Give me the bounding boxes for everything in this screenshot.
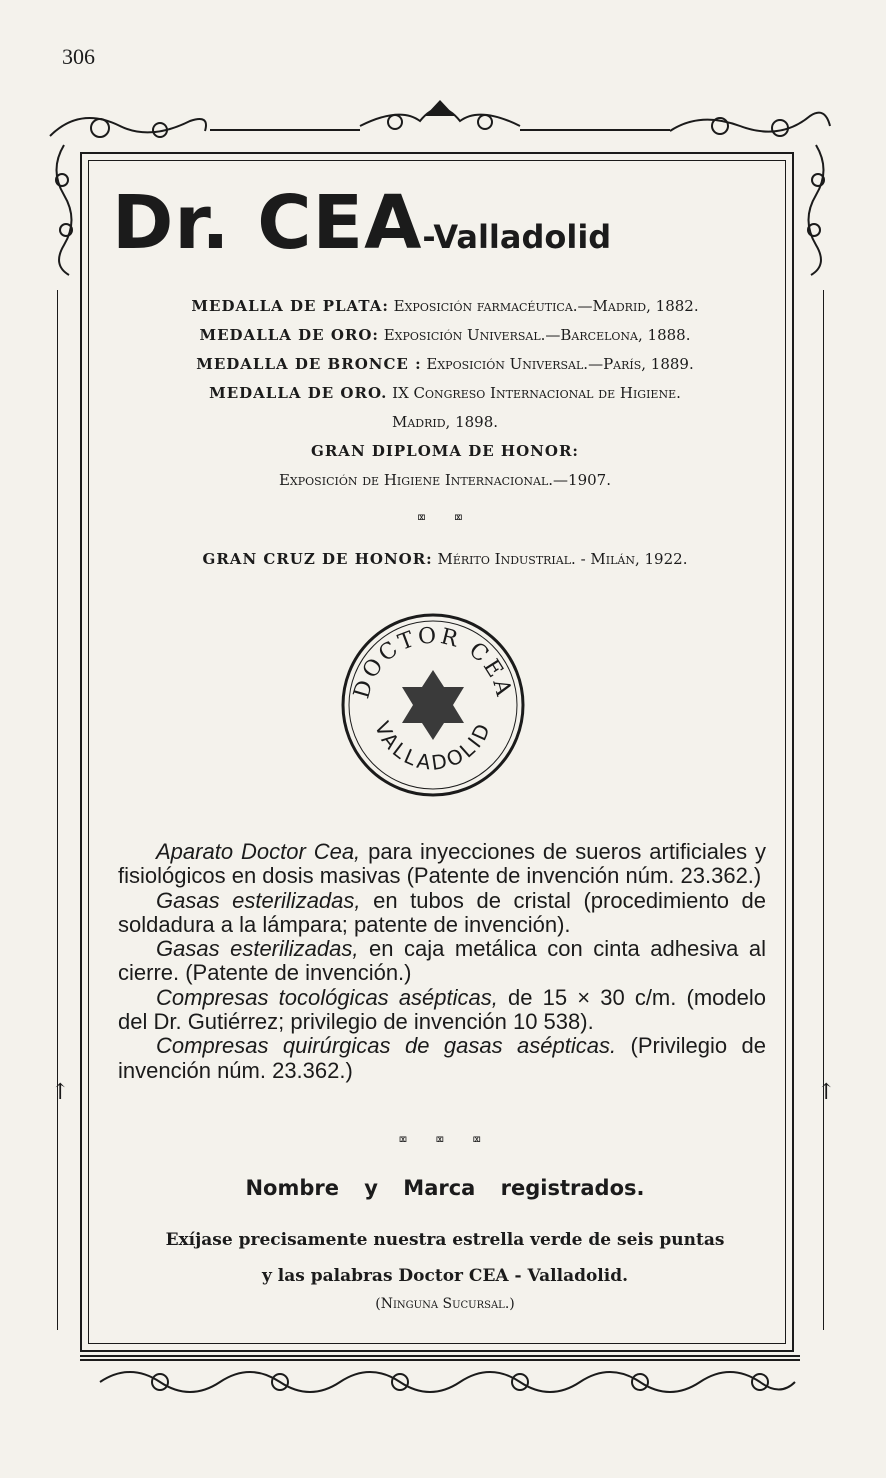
left-corner-ornament — [44, 140, 84, 280]
no-branch-note: (Ninguna Sucursal.) — [375, 1296, 515, 1312]
product-item: Compresas quirúrgicas de gasas asépticas. (Privilegio de invención núm. 23.362.) — [118, 1033, 766, 1083]
gran-cruz-line — [112, 550, 778, 568]
product-item: Gasas esterilizadas, en tubos de cristal (procedimiento de soldadura a la lámpara; patente de invención). — [118, 887, 766, 937]
gran-cruz-caps: GRAN CRUZ DE HONOR: — [202, 550, 433, 568]
title-main: Dr. CEA — [112, 180, 423, 266]
separator-marks-2: ⌧ ⌧ ⌧ — [398, 1132, 492, 1148]
product-list — [118, 840, 766, 1083]
left-arrow-icon: ↑ — [51, 1080, 70, 1105]
right-side-rule — [823, 290, 824, 1330]
doctor-cea-seal — [338, 608, 528, 803]
bottom-ornament — [80, 1352, 810, 1412]
registered-trademark: Nombre y Marca registrados. — [245, 1176, 645, 1200]
title-city: Valladolid — [433, 218, 612, 256]
left-side-rule — [57, 290, 58, 1330]
six-point-star-icon — [402, 670, 464, 740]
award-line: Madrid, 1898. — [391, 413, 499, 431]
page-title — [112, 180, 772, 266]
requirement-line-1: Exíjase precisamente nuestra estrella verde de seis puntas — [165, 1230, 725, 1250]
award-line: MEDALLA DE PLATA: Exposición farmacéutica.—Madrid, 1882. — [191, 297, 699, 315]
award-line: Exposición de Higiene Internacional.—1907. — [278, 471, 611, 489]
right-arrow-icon: ↑ — [817, 1080, 836, 1105]
award-line: MEDALLA DE ORO: Exposición Universal.—Barcelona, 1888. — [199, 326, 691, 344]
page-number: 306 — [62, 44, 95, 69]
award-line: GRAN DIPLOMA DE HONOR: — [311, 442, 579, 460]
separator-marks: ⌧ ⌧ — [417, 510, 473, 526]
gran-cruz-text: Mérito Industrial. - Milán, 1922. — [437, 550, 688, 568]
awards-list — [112, 292, 778, 495]
award-line: MEDALLA DE ORO. IX Congreso Internacional de Higiene. — [209, 384, 681, 402]
right-corner-ornament — [796, 140, 836, 280]
requirement-notice — [112, 1222, 778, 1294]
product-item: Compresas tocológicas asépticas, de 15 × 30 c/m. (modelo del Dr. Gutiérrez; privilegio de invención 10 538). — [118, 984, 766, 1035]
top-ornament — [40, 96, 840, 156]
award-line: MEDALLA DE BRONCE : Exposición Universal.—París, 1889. — [196, 355, 694, 373]
product-item: Gasas esterilizadas, en caja metálica con cinta adhesiva al cierre. (Patente de invención.) — [118, 936, 766, 986]
requirement-line-2: y las palabras Doctor CEA - Valladolid. — [261, 1266, 629, 1286]
seal-top-text: DOCTOR CEA — [349, 623, 517, 702]
title-dash: - — [422, 218, 434, 256]
product-item: Aparato Doctor Cea, para inyecciones de sueros artificiales y fisiológicos en dosis masivas (Patente de invención núm. 23.362.) — [118, 839, 766, 889]
seal-bottom-text: VALLADOLID — [370, 717, 497, 775]
